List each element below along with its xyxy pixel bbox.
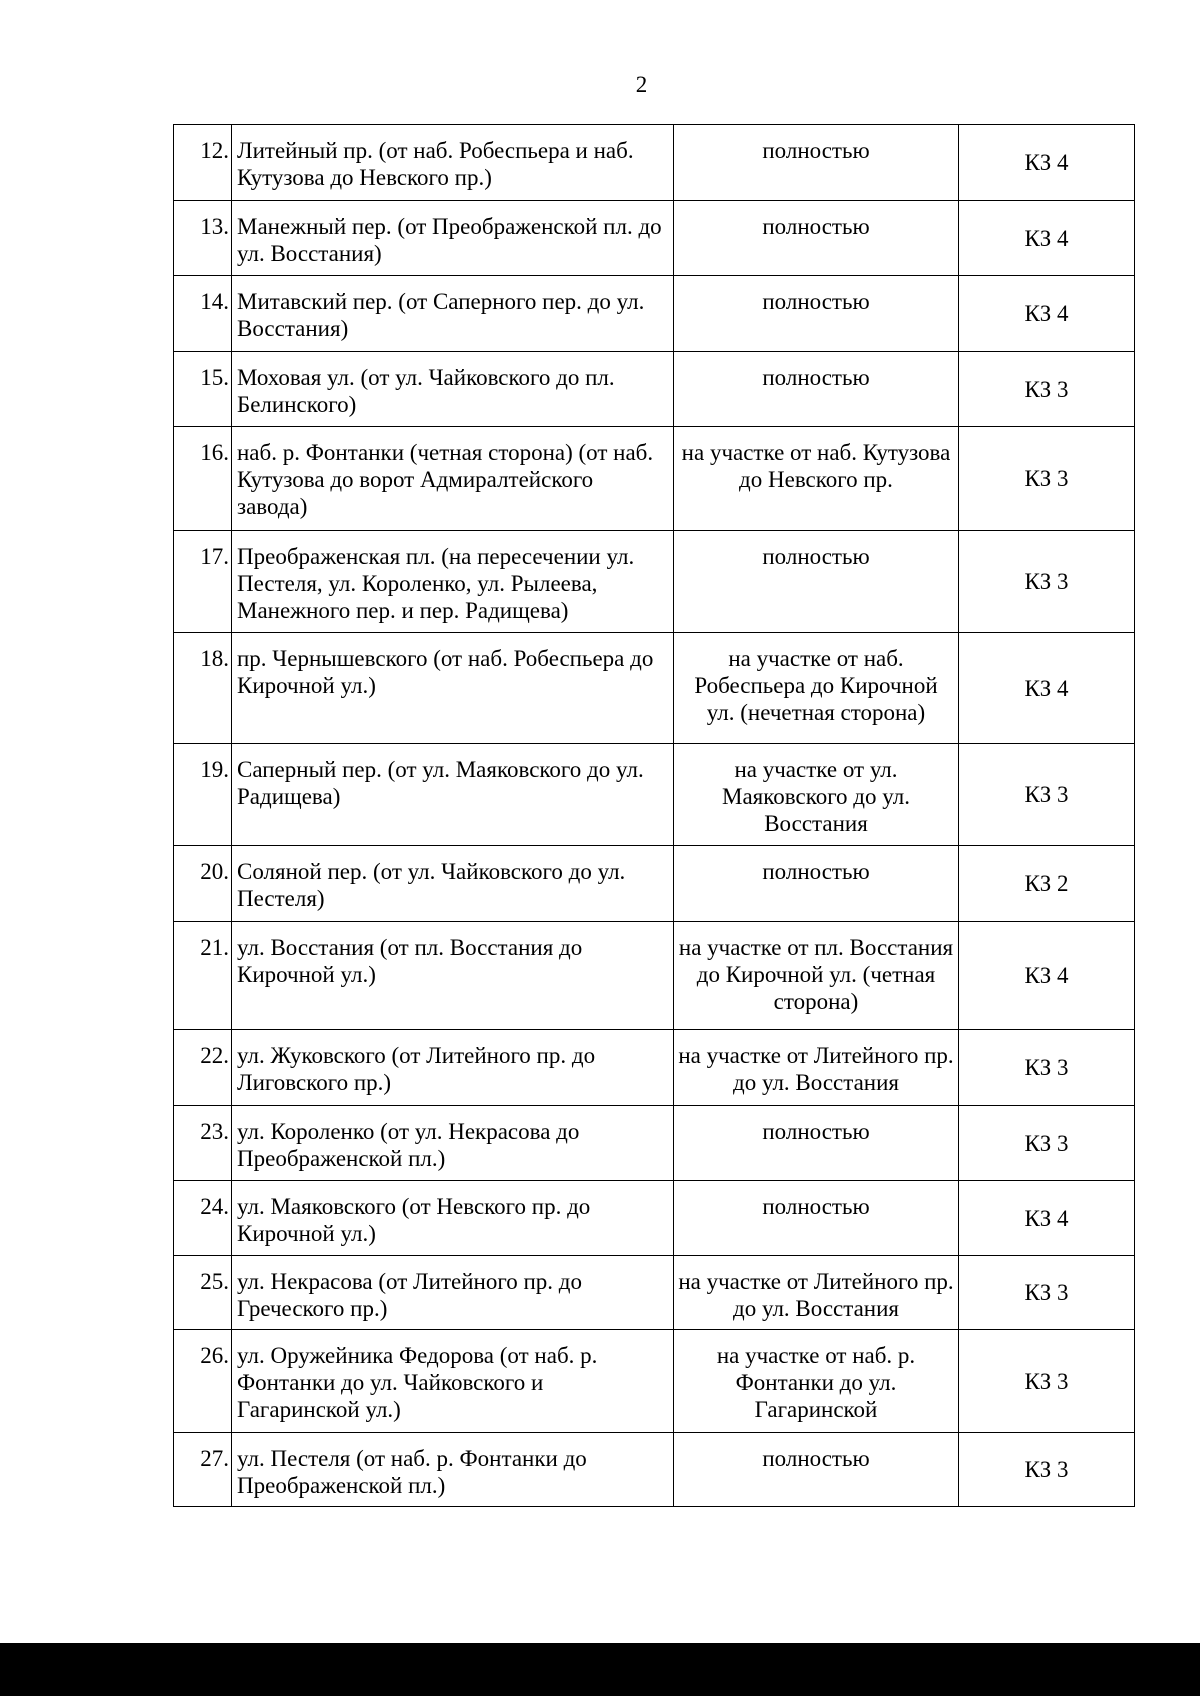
extent-cell: полностью	[674, 201, 959, 276]
extent-cell: на участке от ул. Маяковского до ул. Восстания	[674, 744, 959, 846]
table-row	[174, 427, 1135, 531]
street-cell: Моховая ул. (от ул. Чайковского до пл. Белинского)	[232, 352, 674, 427]
zone-cell: КЗ 4	[959, 922, 1135, 1030]
zone-cell: КЗ 3	[959, 1433, 1135, 1507]
zone-cell: КЗ 4	[959, 125, 1135, 201]
zone-cell: КЗ 3	[959, 531, 1135, 633]
table-row	[174, 1106, 1135, 1181]
row-number: 20.	[174, 846, 232, 922]
street-cell: Саперный пер. (от ул. Маяковского до ул. Радищева)	[232, 744, 674, 846]
table-row	[174, 633, 1135, 744]
extent-cell: на участке от Литейного пр. до ул. Восстания	[674, 1030, 959, 1106]
streets-table	[173, 124, 1135, 1507]
table-row	[174, 1256, 1135, 1330]
street-cell: Соляной пер. (от ул. Чайковского до ул. Пестеля)	[232, 846, 674, 922]
table-row	[174, 1030, 1135, 1106]
zone-cell: КЗ 3	[959, 427, 1135, 531]
zone-cell: КЗ 2	[959, 846, 1135, 922]
street-cell: ул. Оружейника Федорова (от наб. р. Фонтанки до ул. Чайковского и Гагаринской ул.)	[232, 1330, 674, 1433]
zone-cell: КЗ 3	[959, 1030, 1135, 1106]
extent-cell: полностью	[674, 846, 959, 922]
row-number: 13.	[174, 201, 232, 276]
zone-cell: КЗ 3	[959, 1106, 1135, 1181]
street-cell: ул. Восстания (от пл. Восстания до Кирочной ул.)	[232, 922, 674, 1030]
street-cell: ул. Маяковского (от Невского пр. до Кирочной ул.)	[232, 1181, 674, 1256]
zone-cell: КЗ 3	[959, 1256, 1135, 1330]
row-number: 18.	[174, 633, 232, 744]
row-number: 26.	[174, 1330, 232, 1433]
extent-cell: полностью	[674, 276, 959, 352]
extent-cell: полностью	[674, 1106, 959, 1181]
street-cell: ул. Пестеля (от наб. р. Фонтанки до Преображенской пл.)	[232, 1433, 674, 1507]
table-row	[174, 1330, 1135, 1433]
street-cell: Литейный пр. (от наб. Робеспьера и наб. Кутузова до Невского пр.)	[232, 125, 674, 201]
table-row	[174, 744, 1135, 846]
zone-cell: КЗ 4	[959, 633, 1135, 744]
extent-cell: на участке от наб. Кутузова до Невского пр.	[674, 427, 959, 531]
extent-cell: на участке от наб. р. Фонтанки до ул. Гагаринской	[674, 1330, 959, 1433]
row-number: 19.	[174, 744, 232, 846]
street-cell: Манежный пер. (от Преображенской пл. до ул. Восстания)	[232, 201, 674, 276]
zone-cell: КЗ 3	[959, 352, 1135, 427]
street-cell: наб. р. Фонтанки (четная сторона) (от наб. Кутузова до ворот Адмиралтейского завода)	[232, 427, 674, 531]
row-number: 27.	[174, 1433, 232, 1507]
street-cell: ул. Жуковского (от Литейного пр. до Лиговского пр.)	[232, 1030, 674, 1106]
row-number: 25.	[174, 1256, 232, 1330]
table-row	[174, 201, 1135, 276]
street-cell: Митавский пер. (от Саперного пер. до ул. Восстания)	[232, 276, 674, 352]
extent-cell: полностью	[674, 1433, 959, 1507]
zone-cell: КЗ 4	[959, 1181, 1135, 1256]
extent-cell: на участке от наб. Робеспьера до Кирочной ул. (нечетная сторона)	[674, 633, 959, 744]
row-number: 23.	[174, 1106, 232, 1181]
extent-cell: полностью	[674, 125, 959, 201]
row-number: 17.	[174, 531, 232, 633]
extent-cell: полностью	[674, 1181, 959, 1256]
zone-cell: КЗ 4	[959, 201, 1135, 276]
table-row	[174, 1181, 1135, 1256]
zone-cell: КЗ 4	[959, 276, 1135, 352]
scan-bottom-border	[0, 1643, 1200, 1696]
table-row	[174, 276, 1135, 352]
extent-cell: на участке от Литейного пр. до ул. Восстания	[674, 1256, 959, 1330]
row-number: 24.	[174, 1181, 232, 1256]
table-row	[174, 531, 1135, 633]
table-row	[174, 1433, 1135, 1507]
row-number: 21.	[174, 922, 232, 1030]
row-number: 15.	[174, 352, 232, 427]
zone-cell: КЗ 3	[959, 1330, 1135, 1433]
page-number: 2	[635, 72, 648, 97]
row-number: 12.	[174, 125, 232, 201]
table-row	[174, 846, 1135, 922]
street-cell: Преображенская пл. (на пересечении ул. Пестеля, ул. Короленко, ул. Рылеева, Манежного пер. и пер. Радищева)	[232, 531, 674, 633]
row-number: 22.	[174, 1030, 232, 1106]
table-row	[174, 352, 1135, 427]
row-number: 16.	[174, 427, 232, 531]
table-row	[174, 125, 1135, 201]
street-cell: ул. Короленко (от ул. Некрасова до Преображенской пл.)	[232, 1106, 674, 1181]
extent-cell: полностью	[674, 531, 959, 633]
extent-cell: на участке от пл. Восстания до Кирочной ул. (четная сторона)	[674, 922, 959, 1030]
extent-cell: полностью	[674, 352, 959, 427]
streets-table-body	[174, 125, 1135, 1507]
table-row	[174, 922, 1135, 1030]
street-cell: ул. Некрасова (от Литейного пр. до Греческого пр.)	[232, 1256, 674, 1330]
zone-cell: КЗ 3	[959, 744, 1135, 846]
street-cell: пр. Чернышевского (от наб. Робеспьера до Кирочной ул.)	[232, 633, 674, 744]
row-number: 14.	[174, 276, 232, 352]
